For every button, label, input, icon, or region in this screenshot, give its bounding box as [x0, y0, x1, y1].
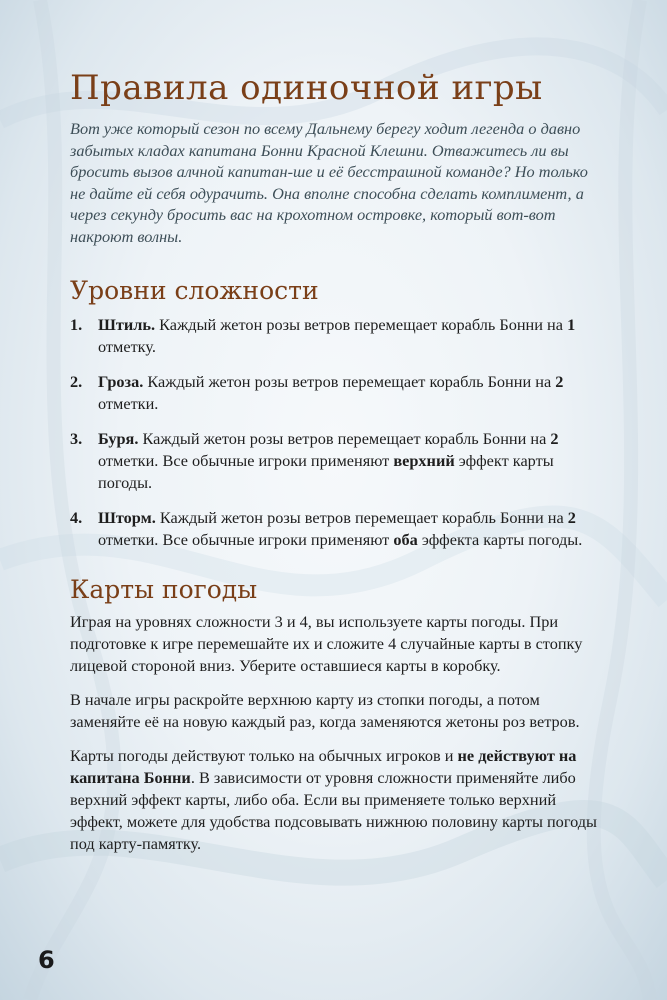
level-text: Каждый жетон розы ветров перемещает корабль Бонни на [155, 507, 568, 527]
level-steps: 1 [567, 314, 576, 334]
level-name: Штиль. [98, 314, 156, 334]
level-number: 3. [70, 428, 83, 448]
level-text: отметки. [98, 529, 159, 549]
level-steps: 2 [555, 371, 564, 391]
level-number: 4. [70, 507, 83, 527]
weather-heading: Карты погоды [70, 574, 258, 604]
weather-text: . В зависимости от уровня сложности применяйте либо верхний эффект карты, либо оба. Если вы применяете только верхний эффект, можете для удобства подсовывать нижнюю половину карты погоды под карту-памятку. [70, 767, 597, 853]
level-item [70, 371, 600, 415]
level-text: Все обычные игроки применяют [158, 450, 394, 470]
weather-paragraph-1: Играя на уровнях сложности 3 и 4, вы используете карты погоды. При подготовке к игре перемешайте их и сложите 4 случайные карты в стопку лицевой стороной вниз. Уберите оставшиеся карты в коробку. [70, 611, 583, 675]
level-text: отметки. [98, 450, 159, 470]
level-effect: верхний [393, 450, 455, 470]
levels-list [70, 314, 600, 551]
weather-paragraph-3 [70, 745, 600, 855]
level-number: 1. [70, 314, 83, 334]
level-text: Каждый жетон розы ветров перемещает корабль Бонни на [155, 314, 568, 334]
weather-bold-text: не действуют на капитана Бонни [70, 745, 577, 787]
level-text: отметку. [98, 336, 156, 356]
page-title: Правила одиночной игры [70, 68, 543, 108]
level-steps: 2 [567, 507, 576, 527]
level-name: Буря. [98, 428, 139, 448]
level-effect: оба [393, 529, 418, 549]
level-item [70, 428, 600, 494]
level-item [70, 507, 600, 551]
weather-section [70, 573, 600, 855]
level-number: 2. [70, 371, 83, 391]
level-text: эффекта карты погоды. [417, 529, 583, 549]
level-text: эффект карты погоды. [98, 450, 554, 492]
level-steps: 2 [550, 428, 559, 448]
weather-text: Карты погоды действуют только на обычных игроков и [70, 745, 458, 765]
level-item [70, 314, 600, 358]
level-text: Все обычные игроки применяют [158, 529, 394, 549]
page-number: 6 [38, 946, 55, 974]
page-content [70, 66, 600, 855]
level-name: Гроза. [98, 371, 144, 391]
level-name: Шторм. [98, 507, 156, 527]
intro-text: Вот уже который сезон по всему Дальнему берегу ходит легенда о давно забытых кладах капитана Бонни Красной Клешни. Отважитесь ли вы бросить вызов алчной капитан-ше и её бесстрашной команде? Но только не дайте ей себя одурачить. Она вполне способна сделать комплимент, а через секунду бросить вас на крохотном островке, который вот-вот накроют волны. [70, 119, 588, 246]
weather-paragraph-2: В начале игры раскройте верхнюю карту из стопки погоды, а потом заменяйте её на новую каждый раз, когда заменяются жетоны роз ветров. [70, 689, 580, 731]
levels-section [70, 274, 600, 551]
levels-heading: Уровни сложности [70, 275, 319, 305]
level-text: Каждый жетон розы ветров перемещает корабль Бонни на [138, 428, 551, 448]
level-text: отметки. [98, 393, 159, 413]
level-text: Каждый жетон розы ветров перемещает корабль Бонни на [143, 371, 556, 391]
